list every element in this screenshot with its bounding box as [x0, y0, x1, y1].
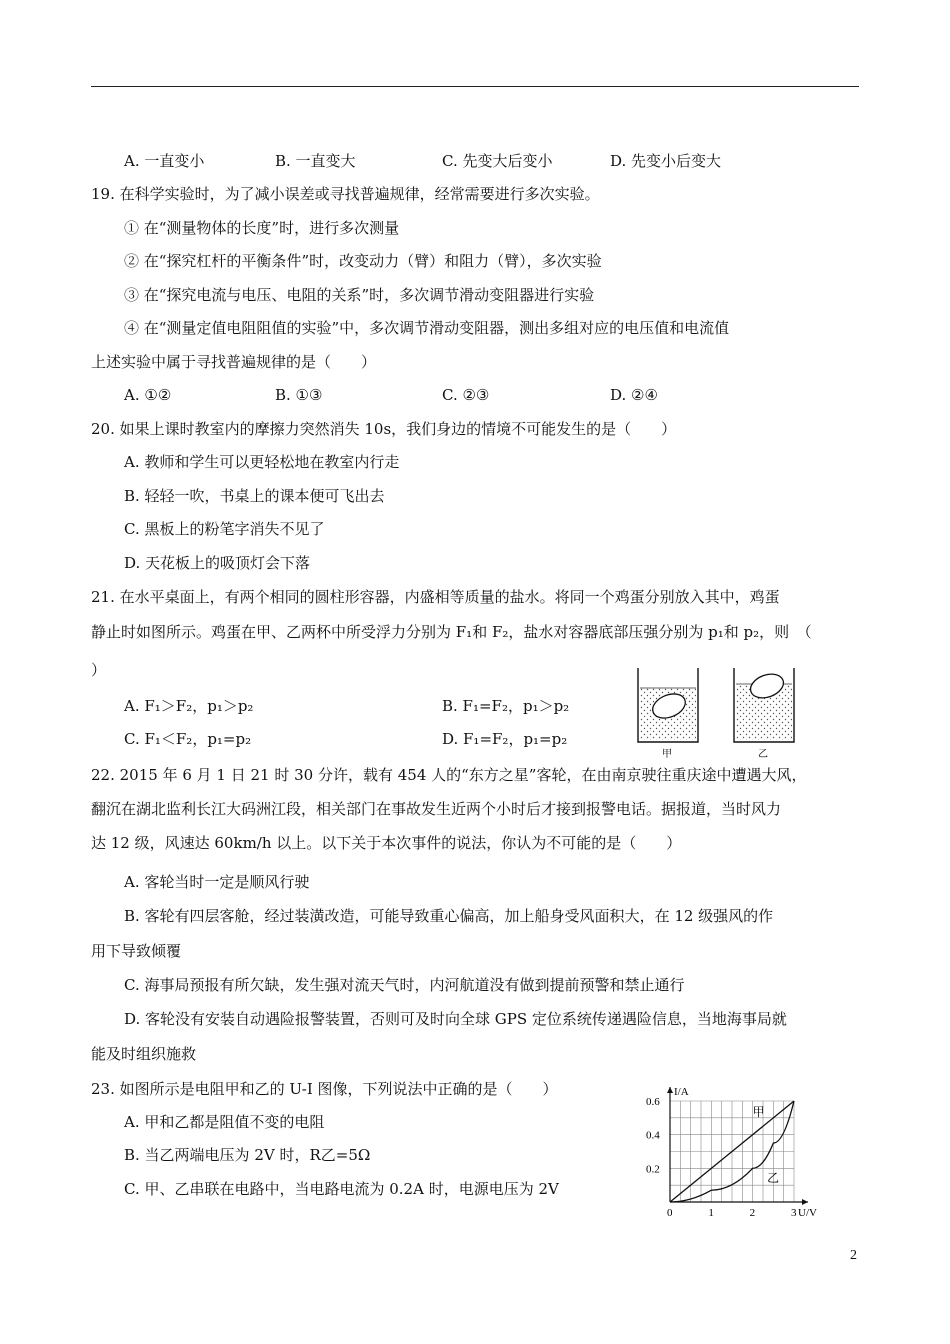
beaker-jia [638, 668, 698, 742]
q22-stem-line-1: 22. 2015 年 6 月 1 日 21 时 30 分许，载有 454 人的“东方之星”客轮，在由南京驶往重庆途中遭遇大风， [91, 766, 807, 784]
q22-stem-line-3: 达 12 级，风速达 60km/h 以上。以下关于本次事件的说法，你认为不可能的是（ ） [91, 834, 682, 852]
x-axis-label: U/V [798, 1207, 817, 1219]
q23-option-c: C. 甲、乙串联在电路中，当电路电流为 0.2A 时，电源电压为 2V [124, 1180, 559, 1198]
q21-option-b: B. F₁=F₂，p₁＞p₂ [442, 697, 570, 715]
q22-option-c: C. 海事局预报有所欠缺，发生强对流天气时，内河航道没有做到提前预警和禁止通行 [124, 976, 685, 994]
y-tick-label: 0.4 [646, 1129, 660, 1142]
q19-option-d: D. ②④ [610, 386, 658, 404]
q18-option-a: A. 一直变小 [124, 152, 205, 170]
header-rule [91, 86, 859, 87]
x-tick-label: 0 [667, 1207, 673, 1219]
q22-option-d-line-2: 能及时组织施救 [91, 1045, 197, 1063]
q18-option-b: B. 一直变大 [275, 152, 356, 170]
q20-stem: 20. 如果上课时教室内的摩擦力突然消失 10s，我们身边的情境不可能发生的是（ ） [91, 420, 677, 438]
page-number: 2 [850, 1248, 857, 1263]
q20-option-b: B. 轻轻一吹，书桌上的课本便可飞出去 [124, 487, 385, 505]
q19-option-a: A. ①② [124, 386, 172, 404]
series-label-jia: 甲 [752, 1105, 765, 1120]
y-axis-label: I/A [674, 1086, 689, 1098]
q22-stem-line-2: 翻沉在湖北监利长江大码洲江段，相关部门在事故发生近两个小时后才接到报警电话。据报道，当时风力 [91, 800, 782, 818]
q19-option-c: C. ②③ [442, 386, 490, 404]
q19-option-b: B. ①③ [275, 386, 323, 404]
q22-option-d-line-1: D. 客轮没有安装自动遇险报警装置，否则可及时向全球 GPS 定位系统传递遇险信息，当地海事局就 [124, 1010, 787, 1028]
beaker-figure [628, 664, 808, 760]
ui-chart [630, 1080, 835, 1220]
q19-item-1: ① 在“测量物体的长度”时，进行多次测量 [124, 219, 400, 237]
q19-item-3: ③ 在“探究电流与电压、电阻的关系”时，多次调节滑动变阻器进行实验 [124, 286, 595, 304]
q21-option-d: D. F₁=F₂，p₁=p₂ [442, 730, 568, 748]
q21-stem-line-3: ） [91, 661, 107, 679]
x-tick-label: 3 [791, 1207, 797, 1219]
y-tick-label: 0.2 [646, 1163, 660, 1176]
q22-option-b-line-2: 用下导致倾覆 [91, 942, 182, 960]
q20-option-d: D. 天花板上的吸顶灯会下落 [124, 554, 311, 572]
q19-item-2: ② 在“探究杠杆的平衡条件”时，改变动力（臂）和阻力（臂），多次实验 [124, 252, 602, 270]
label-yi: 乙 [758, 749, 768, 760]
series-label-yi: 乙 [767, 1170, 780, 1185]
q22-option-b-line-1: B. 客轮有四层客舱，经过装潢改造，可能导致重心偏高，加上船身受风面积大，在 12 级强风的作 [124, 907, 774, 925]
q20-option-c: C. 黑板上的粉笔字消失不见了 [124, 520, 325, 538]
beaker-yi [734, 668, 794, 742]
q23-stem: 23. 如图所示是电阻甲和乙的 U-I 图像，下列说法中正确的是（ ） [91, 1080, 558, 1098]
x-tick-label: 2 [749, 1207, 756, 1219]
label-jia: 甲 [662, 749, 672, 760]
x-axis-arrow [802, 1199, 808, 1205]
q23-option-b: B. 当乙两端电压为 2V 时，R乙=5Ω [124, 1146, 371, 1164]
y-tick-label: 0.6 [646, 1096, 660, 1108]
q20-option-a: A. 教师和学生可以更轻松地在教室内行走 [124, 453, 400, 471]
q21-option-c: C. F₁＜F₂，p₁=p₂ [124, 730, 252, 748]
q18-option-d: D. 先变小后变大 [610, 152, 722, 170]
y-axis-arrow [667, 1087, 673, 1093]
q19-question: 上述实验中属于寻找普遍规律的是（ ） [91, 353, 377, 371]
q23-option-a: A. 甲和乙都是阻值不变的电阻 [124, 1113, 325, 1131]
x-tick-label: 1 [708, 1207, 714, 1219]
q21-stem-line-2: 静止时如图所示。鸡蛋在甲、乙两杯中所受浮力分别为 F₁和 F₂，盐水对容器底部压强分别为 p₁和 p₂，则 （ [91, 623, 812, 641]
q21-stem-line-1: 21. 在水平桌面上，有两个相同的圆柱形容器，内盛相等质量的盐水。将同一个鸡蛋分别放入其中，鸡蛋 [91, 588, 780, 606]
q18-option-c: C. 先变大后变小 [442, 152, 553, 170]
q19-item-4: ④ 在“测量定值电阻阻值的实验”中，多次调节滑动变阻器，测出多组对应的电压值和电流值 [124, 319, 730, 337]
q19-stem: 19. 在科学实验时，为了减小误差或寻找普遍规律，经常需要进行多次实验。 [91, 185, 600, 203]
q21-option-a: A. F₁＞F₂，p₁＞p₂ [124, 697, 254, 715]
q22-option-a: A. 客轮当时一定是顺风行驶 [124, 873, 310, 891]
